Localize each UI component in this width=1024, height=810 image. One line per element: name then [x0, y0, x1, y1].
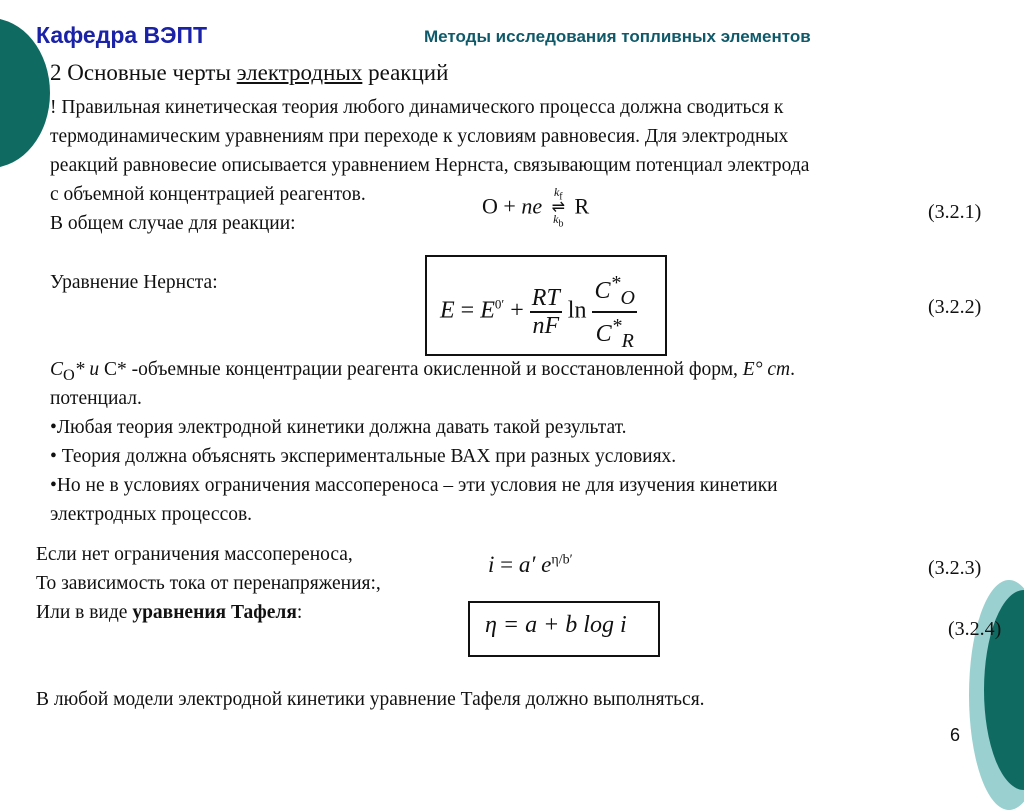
intro-line-3: реакций равновесие описывается уравнением Нернста, связывающим потенциал электрода [50, 155, 810, 176]
equation-number-3: (3.2.3) [928, 557, 982, 579]
current-overpotential-equation: i = a′ $e^{\eta/b'}$ [488, 552, 573, 577]
equation-number-2: (3.2.2) [928, 296, 982, 318]
tafel-equation: η = a + b log i [485, 612, 627, 638]
bullet-2: • Теория должна объяснять экспериментальные ВАХ при разных условиях. [50, 446, 677, 467]
conclusion: В любой модели электродной кинетики уравнение Тафеля должно выполняться. [36, 689, 705, 710]
nernst-equation: $E = E^{0'}$ + $\frac{RT}{nF}$ ln $\frac{C^*_O}{C^*_R}$ [440, 272, 635, 352]
general-case-label: В общем случае для реакции: [50, 213, 296, 234]
page-number: 6 [950, 725, 961, 745]
intro-line-4: с объемной концентрацией реагентов. [50, 184, 366, 205]
equilibrium-arrows-icon: $k_f$ ⇌ $k_b$ [551, 185, 565, 230]
intro-line-2: термодинамическим уравнениям при переходе к условиям равновесия. Для электродных [50, 126, 789, 147]
concentration-line: $C_O*$ и C* -объемные концентрации реагента окисленной и восстановленной форм, E° ст. [50, 359, 795, 384]
tafel-line-3: Или в виде уравнения Тафеля: [36, 602, 303, 623]
intro-line-1: ! Правильная кинетическая теория любого динамического процесса должна сводиться к [50, 97, 784, 118]
equation-number-1: (3.2.1) [928, 201, 982, 223]
equation-number-4: (3.2.4) [948, 618, 1002, 640]
nernst-label: Уравнение Нернста: [50, 272, 218, 293]
tafel-line-2: То зависимость тока от перенапряжения:, [36, 573, 381, 594]
course-title: Методы исследования топливных элементов [424, 27, 811, 46]
bullet-3-continued: электродных процессов. [50, 504, 253, 525]
tafel-line-1: Если нет ограничения массопереноса, [36, 544, 353, 565]
bullet-1: •Любая теория электродной кинетики должна давать такой результат. [50, 417, 627, 438]
concentration-line-2: потенциал. [50, 388, 142, 409]
bullet-3: •Но не в условиях ограничения массопереноса – эти условия не для изучения кинетики [50, 475, 778, 496]
reaction-equation: O + ne $k_f$ ⇌ $k_b$ R [482, 185, 590, 230]
department-title: Кафедра ВЭПТ [36, 22, 208, 48]
section-title: 2 Основные черты электродных реакций [50, 60, 449, 85]
